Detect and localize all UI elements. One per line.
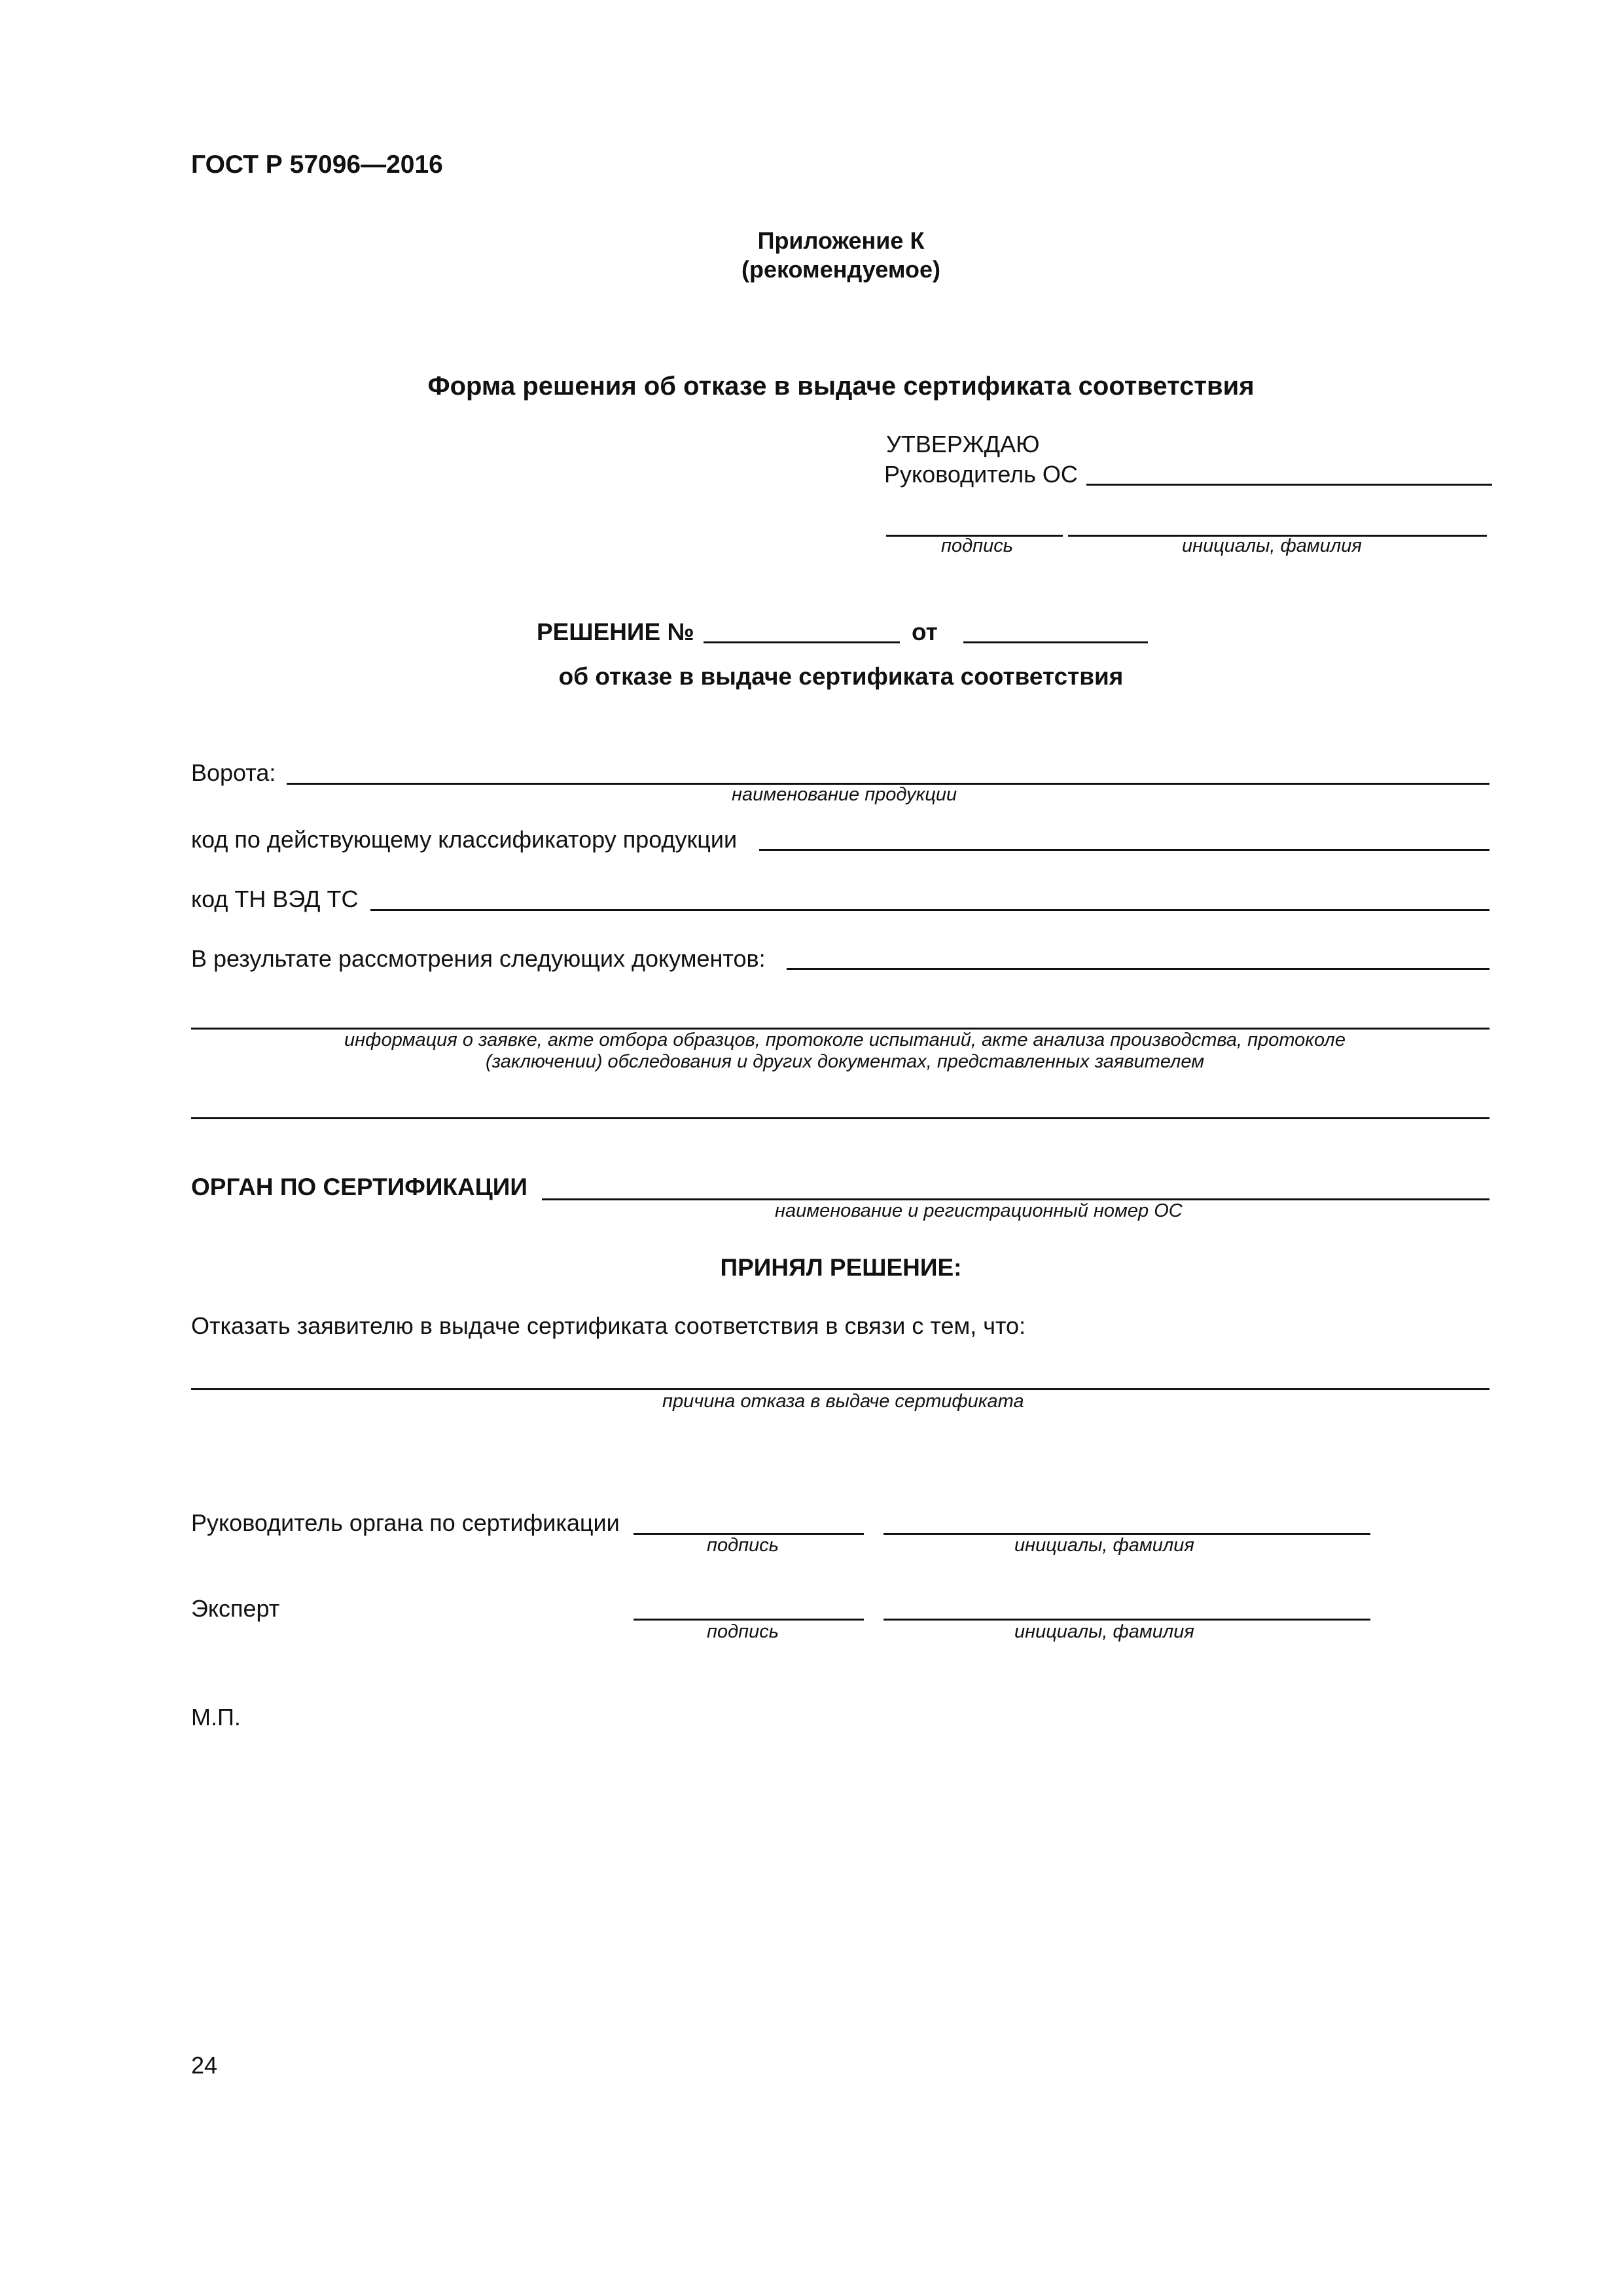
classifier-code-line[interactable] xyxy=(759,849,1489,851)
refusal-text: Отказать заявителю в выдаче сертификата соответствия в связи с тем, что: xyxy=(191,1312,1026,1339)
gate-label: Ворота: xyxy=(191,759,276,786)
expert-signature-hint: подпись xyxy=(707,1621,779,1642)
approve-label: УТВЕРЖДАЮ xyxy=(886,431,1040,457)
os-signature-hint: подпись xyxy=(941,535,1013,556)
refusal-reason-line[interactable] xyxy=(191,1388,1489,1390)
ruling-title: ПРИНЯЛ РЕШЕНИЕ: xyxy=(720,1254,962,1281)
decision-subtitle: об отказе в выдаче сертификата соответствия xyxy=(558,663,1124,690)
os-head-label: Руководитель ОС xyxy=(884,461,1078,488)
classifier-code-label: код по действующему классификатору продукции xyxy=(191,826,738,853)
tn-ved-label: код ТН ВЭД ТС xyxy=(191,886,359,912)
documents-hint-1: информация о заявке, акте отбора образцов, протоколе испытаний, акте анализа производства, протоколе xyxy=(344,1030,1346,1050)
decision-date-line[interactable] xyxy=(963,641,1148,643)
refusal-reason-hint: причина отказа в выдаче сертификата xyxy=(662,1391,1024,1412)
decision-from-label: от xyxy=(912,619,938,645)
stamp-label: М.П. xyxy=(191,1704,241,1731)
expert-name-line[interactable] xyxy=(883,1619,1370,1621)
decision-number-line[interactable] xyxy=(704,641,900,643)
certification-body-label: ОРГАН ПО СЕРТИФИКАЦИИ xyxy=(191,1174,527,1200)
documents-line-1[interactable] xyxy=(787,968,1489,970)
gate-hint: наименование продукции xyxy=(732,784,957,805)
decision-number-label: РЕШЕНИЕ № xyxy=(537,619,694,645)
appendix-status: (рекомендуемое) xyxy=(741,256,940,283)
certification-body-hint: наименование и регистрационный номер ОС xyxy=(775,1200,1183,1221)
expert-label: Эксперт xyxy=(191,1595,280,1622)
os-head-line[interactable] xyxy=(1086,484,1492,486)
form-title: Форма решения об отказе в выдаче сертификата соответствия xyxy=(427,372,1255,401)
standard-number: ГОСТ Р 57096—2016 xyxy=(191,151,443,179)
page-number: 24 xyxy=(191,2052,218,2079)
documents-label: В результате рассмотрения следующих документов: xyxy=(191,945,766,972)
tn-ved-line[interactable] xyxy=(370,909,1489,911)
head-signature-hint: подпись xyxy=(707,1535,779,1556)
expert-signature-line[interactable] xyxy=(633,1619,864,1621)
head-name-hint: инициалы, фамилия xyxy=(1014,1535,1194,1556)
documents-line-3[interactable] xyxy=(191,1117,1489,1119)
expert-name-hint: инициалы, фамилия xyxy=(1014,1621,1194,1642)
appendix-title: Приложение К xyxy=(757,227,925,254)
documents-hint-2: (заключении) обследования и других документах, представленных заявителем xyxy=(486,1051,1205,1072)
head-of-body-label: Руководитель органа по сертификации xyxy=(191,1509,620,1536)
os-name-hint: инициалы, фамилия xyxy=(1182,535,1362,556)
